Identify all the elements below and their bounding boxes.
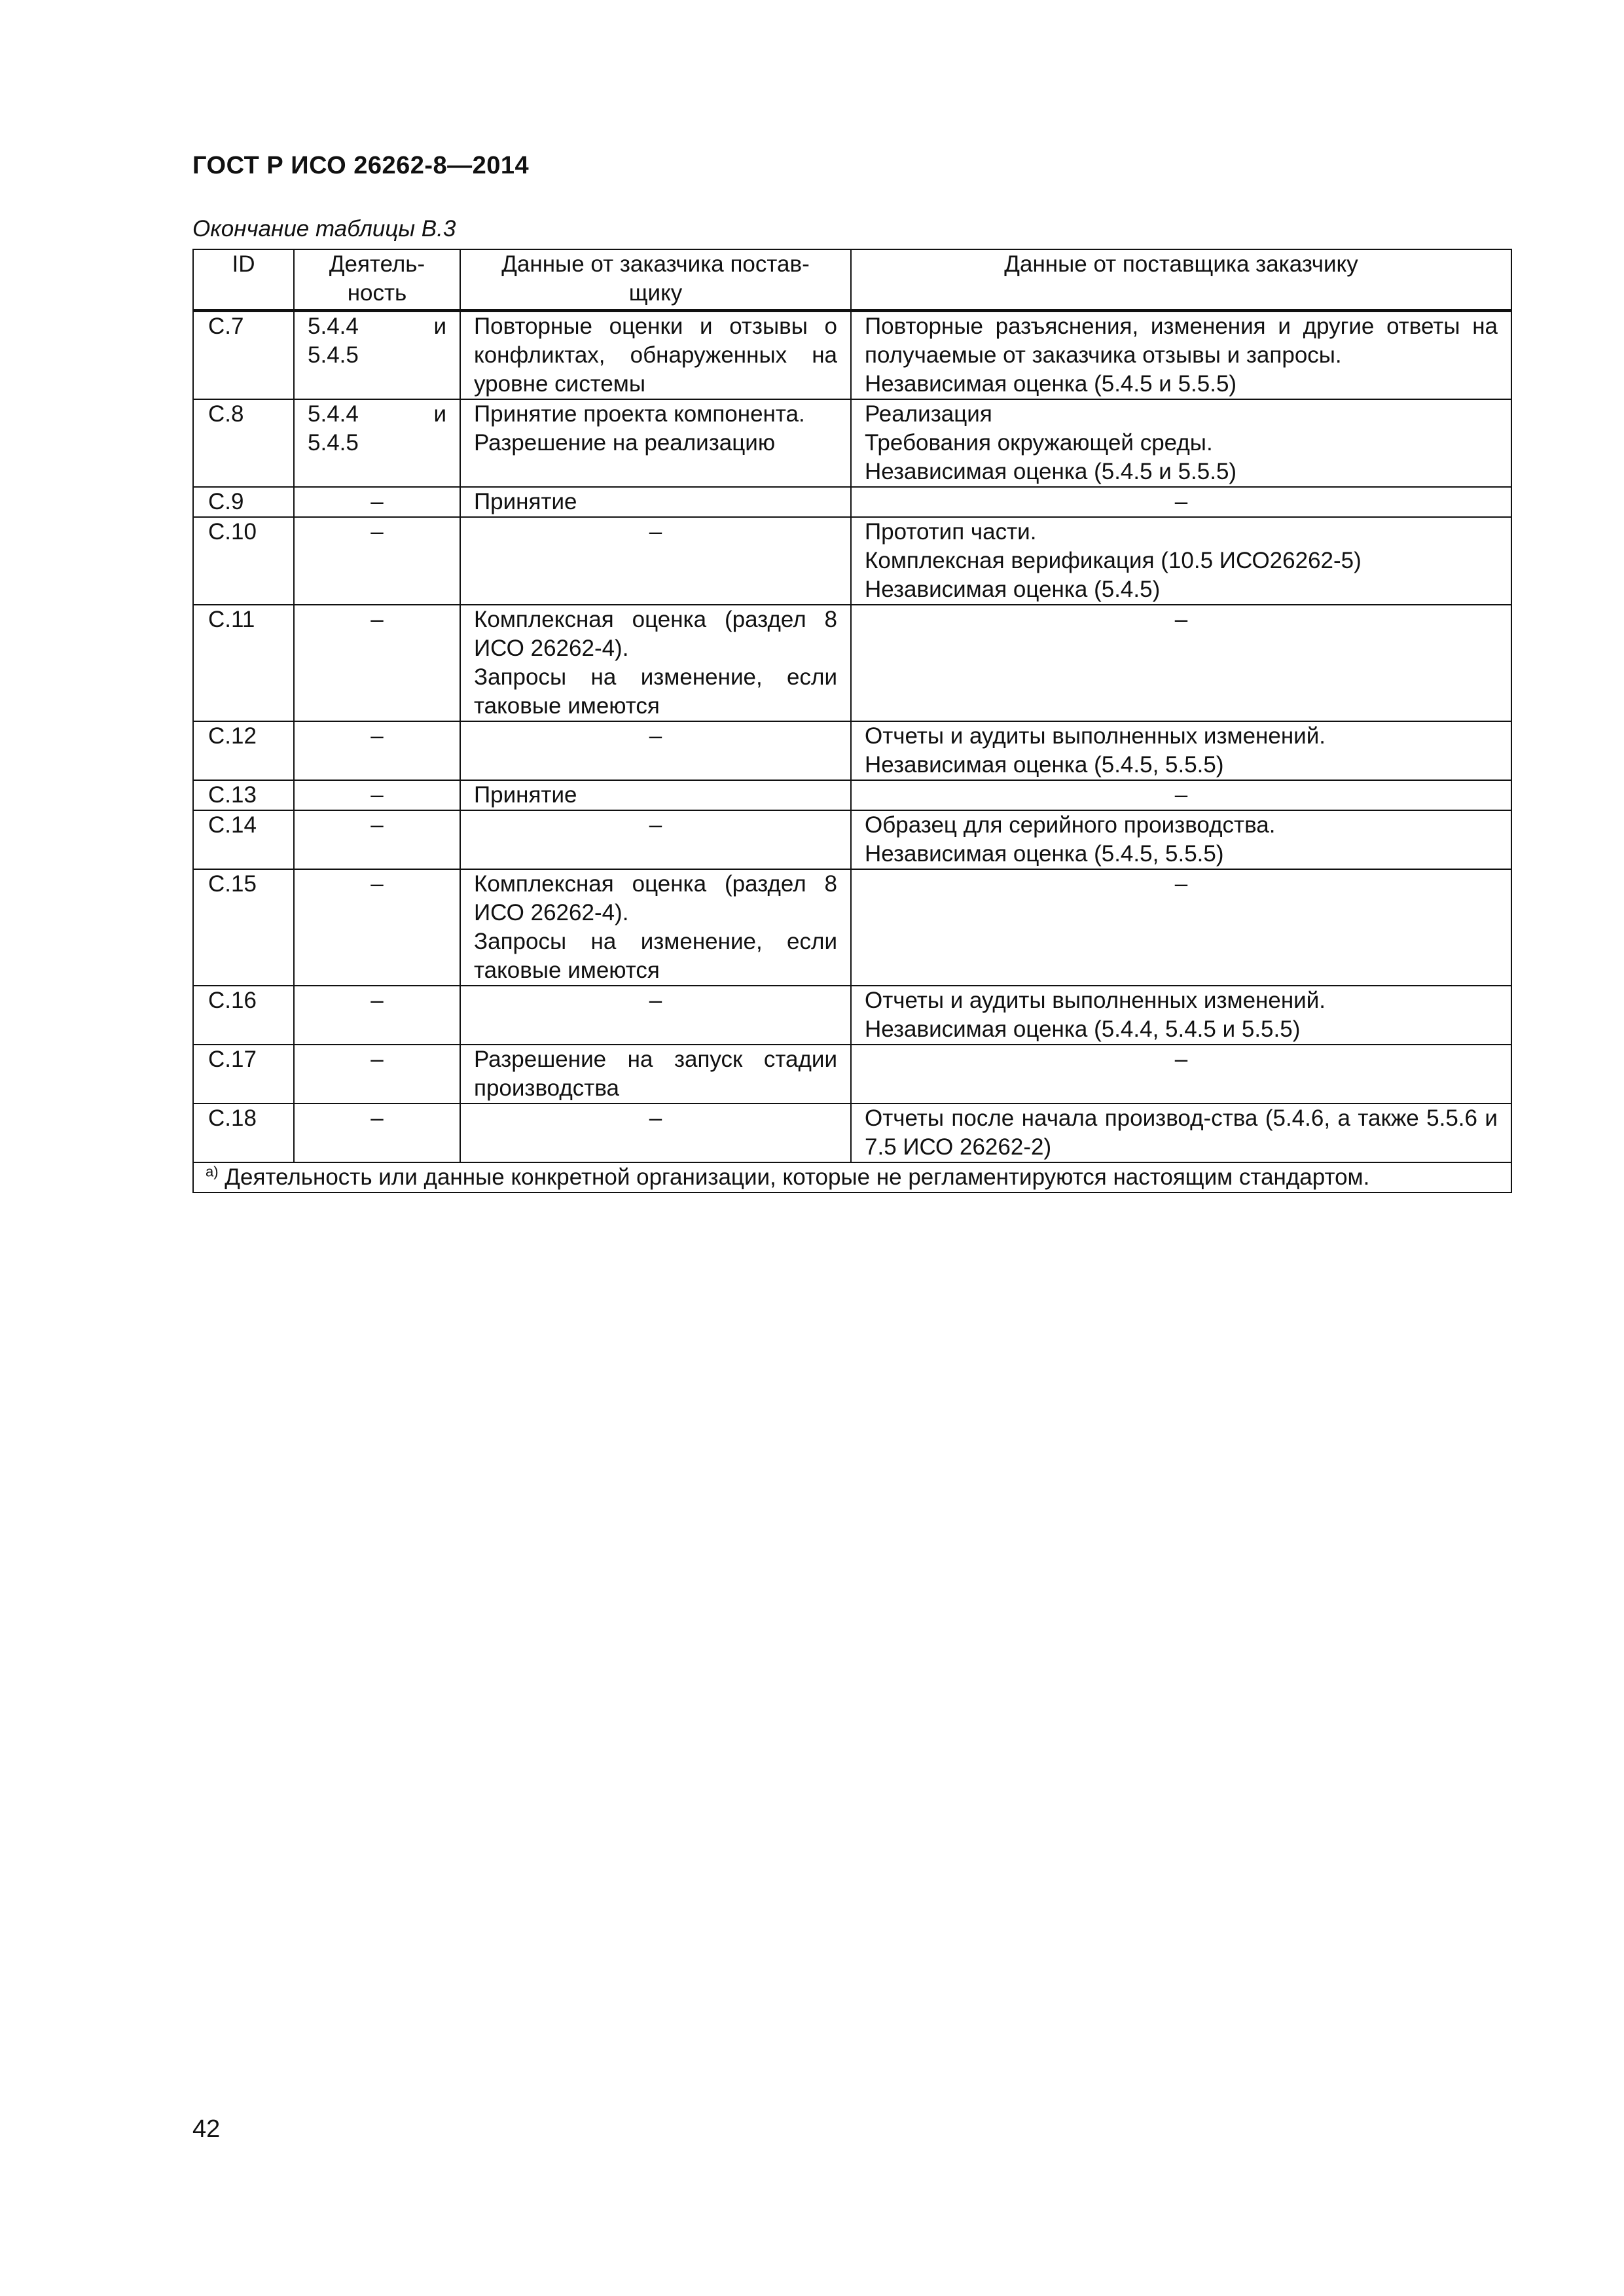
cell-id: C.13 (193, 780, 294, 810)
header-supplier-data: Данные от поставщика заказчику (851, 249, 1511, 311)
table-row (193, 869, 1511, 986)
cell-activity-line: 5.4.4 и (308, 314, 446, 339)
cell-activity-line: – (370, 812, 384, 838)
cell-activity (294, 1103, 460, 1162)
table-row (193, 810, 1511, 869)
cell-customer-data-line: Запросы на изменение, если таковые имеются (474, 929, 837, 983)
cell-activity (294, 517, 460, 605)
cell-activity-line: 5.4.5 (308, 342, 359, 368)
cell-supplier-data-line: Независимая оценка (5.4.5 и 5.5.5) (865, 371, 1237, 397)
cell-activity (294, 780, 460, 810)
header-customer-line-1: Данные от заказчика постав- (501, 251, 810, 277)
cell-activity (294, 487, 460, 517)
cell-supplier-data (851, 810, 1511, 869)
cell-id: C.8 (193, 399, 294, 487)
cell-customer-data (460, 399, 851, 487)
table-row (193, 517, 1511, 605)
cell-activity-line: – (370, 988, 384, 1013)
cell-activity-line: – (370, 782, 384, 808)
cell-activity (294, 721, 460, 780)
header-activity-line-1: Деятель- (329, 251, 425, 277)
cell-activity-line: 5.4.5 (308, 430, 359, 456)
cell-customer-data-line: Разрешение на реализацию (474, 430, 776, 456)
header-activity (294, 249, 460, 311)
table-caption: Окончание таблицы В.3 (192, 216, 456, 242)
cell-customer-data-line: – (649, 519, 662, 545)
header-id: ID (193, 249, 294, 311)
cell-supplier-data-line: Независимая оценка (5.4.5, 5.5.5) (865, 841, 1224, 867)
cell-supplier-data-line: Прототип части. (865, 519, 1037, 545)
cell-supplier-data (851, 605, 1511, 721)
cell-activity-line: – (370, 1105, 384, 1131)
cell-customer-data (460, 311, 851, 400)
cell-activity-line: – (370, 1047, 384, 1072)
cell-supplier-data (851, 869, 1511, 986)
cell-id: C.7 (193, 311, 294, 400)
table-row (193, 986, 1511, 1045)
cell-supplier-data-line: Требования окружающей среды. (865, 430, 1213, 456)
cell-customer-data-line: Принятие проекта компонента. (474, 401, 805, 427)
cell-supplier-data-line: Реализация (865, 401, 992, 427)
cell-supplier-data-line: Независимая оценка (5.4.5 и 5.5.5) (865, 459, 1237, 484)
cell-activity (294, 399, 460, 487)
cell-supplier-data (851, 721, 1511, 780)
cell-customer-data (460, 986, 851, 1045)
cell-id: C.18 (193, 1103, 294, 1162)
cell-activity (294, 869, 460, 986)
data-table (192, 249, 1512, 1193)
table-row (193, 399, 1511, 487)
table-row (193, 1103, 1511, 1162)
cell-activity (294, 605, 460, 721)
header-customer-data (460, 249, 851, 311)
cell-customer-data (460, 605, 851, 721)
table-body (193, 311, 1511, 1163)
footnote-cell (193, 1162, 1511, 1193)
cell-id: C.17 (193, 1045, 294, 1103)
cell-activity-line: – (370, 723, 384, 749)
table-row (193, 1045, 1511, 1103)
cell-customer-data (460, 721, 851, 780)
document-header: ГОСТ Р ИСО 26262-8—2014 (192, 152, 530, 179)
header-activity-line-2: ность (347, 280, 407, 306)
cell-supplier-data-line: Повторные разъяснения, изменения и другие ответы на получаемые от заказчика отзывы и запросы. (865, 314, 1498, 368)
cell-customer-data (460, 1103, 851, 1162)
cell-activity-line: – (370, 519, 384, 545)
cell-customer-data-line: Повторные оценки и отзывы о конфликтах, обнаруженных на уровне системы (474, 314, 837, 397)
cell-activity-line: – (370, 489, 384, 514)
cell-activity-line: – (370, 871, 384, 897)
cell-supplier-data (851, 1103, 1511, 1162)
cell-customer-data-line: – (649, 812, 662, 838)
cell-customer-data-line: – (649, 723, 662, 749)
cell-supplier-data-line: – (1174, 782, 1188, 808)
cell-customer-data (460, 869, 851, 986)
cell-supplier-data-line: Отчеты после начала производ-ства (5.4.6, а также 5.5.6 и 7.5 ИСО 26262-2) (865, 1105, 1498, 1160)
table-row (193, 721, 1511, 780)
cell-supplier-data-line: Независимая оценка (5.4.5, 5.5.5) (865, 752, 1224, 778)
cell-activity (294, 986, 460, 1045)
table-header-row (193, 249, 1511, 311)
cell-supplier-data-line: Отчеты и аудиты выполненных изменений. (865, 723, 1326, 749)
cell-supplier-data-line: – (1174, 871, 1188, 897)
cell-customer-data-line: Комплексная оценка (раздел 8 ИСО 26262-4). (474, 607, 837, 661)
cell-customer-data (460, 780, 851, 810)
table-row (193, 605, 1511, 721)
cell-id: C.14 (193, 810, 294, 869)
cell-supplier-data-line: – (1174, 489, 1188, 514)
cell-supplier-data-line: – (1174, 1047, 1188, 1072)
cell-customer-data (460, 517, 851, 605)
cell-supplier-data (851, 487, 1511, 517)
cell-customer-data (460, 810, 851, 869)
cell-activity (294, 311, 460, 400)
page-number: 42 (192, 2115, 221, 2143)
cell-id: C.15 (193, 869, 294, 986)
footnote-mark: a) (206, 1163, 219, 1180)
cell-customer-data-line: – (649, 1105, 662, 1131)
cell-supplier-data (851, 399, 1511, 487)
cell-supplier-data-line: Независимая оценка (5.4.4, 5.4.5 и 5.5.5) (865, 1016, 1301, 1042)
cell-id: C.9 (193, 487, 294, 517)
table-row (193, 780, 1511, 810)
cell-customer-data-line: Принятие (474, 782, 577, 808)
cell-activity (294, 810, 460, 869)
cell-activity (294, 1045, 460, 1103)
cell-supplier-data-line: Отчеты и аудиты выполненных изменений. (865, 988, 1326, 1013)
cell-supplier-data (851, 986, 1511, 1045)
table-row (193, 311, 1511, 400)
cell-activity-line: 5.4.4 и (308, 401, 446, 427)
cell-supplier-data-line: Комплексная верификация (10.5 ИСО26262-5) (865, 548, 1362, 573)
cell-supplier-data (851, 517, 1511, 605)
cell-supplier-data-line: – (1174, 607, 1188, 632)
cell-supplier-data (851, 1045, 1511, 1103)
cell-customer-data (460, 487, 851, 517)
cell-customer-data-line: Принятие (474, 489, 577, 514)
cell-customer-data-line: Запросы на изменение, если таковые имеются (474, 664, 837, 719)
cell-supplier-data-line: Образец для серийного производства. (865, 812, 1276, 838)
header-customer-line-2: щику (628, 280, 683, 306)
footnote-row (193, 1162, 1511, 1193)
cell-customer-data-line: Комплексная оценка (раздел 8 ИСО 26262-4). (474, 871, 837, 925)
cell-id: C.10 (193, 517, 294, 605)
cell-customer-data (460, 1045, 851, 1103)
cell-customer-data-line: – (649, 988, 662, 1013)
cell-activity-line: – (370, 607, 384, 632)
cell-id: C.11 (193, 605, 294, 721)
cell-supplier-data-line: Независимая оценка (5.4.5) (865, 577, 1161, 602)
cell-supplier-data (851, 311, 1511, 400)
cell-id: C.16 (193, 986, 294, 1045)
cell-customer-data-line: Разрешение на запуск стадии производства (474, 1047, 837, 1101)
table-row (193, 487, 1511, 517)
footnote-text: Деятельность или данные конкретной организации, которые не регламентируются настоящим стандартом. (225, 1164, 1370, 1190)
cell-id: C.12 (193, 721, 294, 780)
cell-supplier-data (851, 780, 1511, 810)
